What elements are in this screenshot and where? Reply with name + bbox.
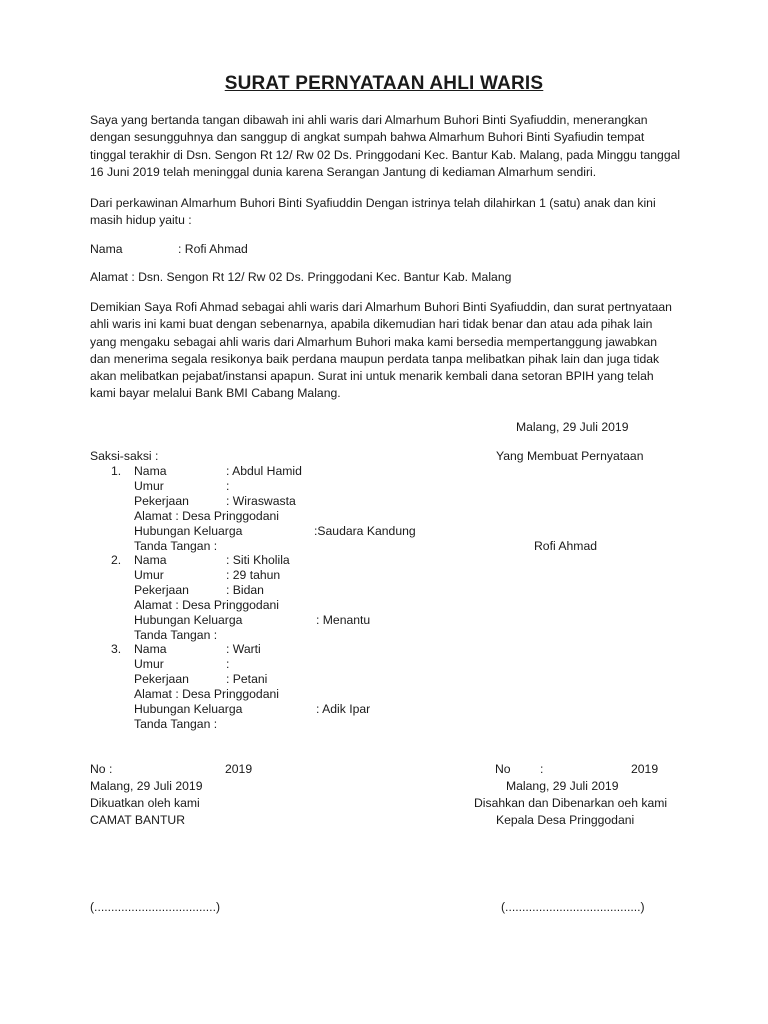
witness-pekerjaan-value: : Wiraswasta [226, 494, 296, 508]
witness-nama-label: Nama [134, 553, 167, 567]
witness-number: 3. [111, 642, 122, 656]
witness-umur-value: : [226, 479, 230, 493]
witness-hubungan-value: :Saudara Kandung [314, 524, 416, 538]
witness-pekerjaan-label: Pekerjaan [134, 583, 189, 597]
marriage-line: masih hidup yaitu : [90, 213, 192, 228]
marriage-paragraph [90, 195, 700, 230]
witness-hubungan-label: Hubungan Keluarga [134, 702, 243, 716]
statement-line: kami bayar melalui Bank BMI Cabang Malang. [90, 386, 341, 401]
heir-address: Alamat : Dsn. Sengon Rt 12/ Rw 02 Ds. Pringgodani Kec. Bantur Kab. Malang [90, 270, 512, 284]
statement-line: ahli waris ini kami buat dengan sebenarnya, apabila dikemudian hari tidak benar dan atau ada pihak lain [90, 317, 653, 332]
witness-ttd-label: Tanda Tangan : [134, 539, 218, 553]
right-date: Malang, 29 Juli 2019 [506, 779, 619, 793]
witness-alamat: Alamat : Desa Pringgodani [134, 687, 279, 701]
heir-name-value: : Rofi Ahmad [178, 242, 248, 256]
place-date: Malang, 29 Juli 2019 [516, 420, 629, 434]
heir-name-label: Nama [90, 242, 123, 256]
intro-line: tinggal terakhir di Dsn. Sengon Rt 12/ Rw 02 Ds. Pringgodani Kec. Bantur Kab. Malang, pada Minggu tanggal [90, 147, 681, 162]
maker-heading: Yang Membuat Pernyataan [496, 449, 644, 463]
witness-pekerjaan-value: : Bidan [226, 583, 264, 597]
witness-ttd-label: Tanda Tangan : [134, 717, 218, 731]
statement-line: akan melibatkan pejabat/instansi apapun. Surat ini untuk menarik kembali dana setoran BPIH yang telah [90, 369, 654, 384]
left-signature-line: (....................................) [90, 900, 221, 914]
statement-line: dan menerima segala resikonya baik perdana maupun perdata tanpa melibatkan pihak lain dan juga tidak [90, 351, 660, 366]
witness-hubungan-label: Hubungan Keluarga [134, 524, 243, 538]
document-title: SURAT PERNYATAAN AHLI WARIS [224, 73, 544, 94]
right-official: Kepala Desa Pringgodani [496, 813, 635, 827]
witness-ttd-label: Tanda Tangan : [134, 628, 218, 642]
witness-nama-label: Nama [134, 464, 167, 478]
witness-nama-value: : Warti [226, 642, 261, 656]
witness-number: 2. [111, 553, 122, 567]
left-official: CAMAT BANTUR [90, 813, 186, 827]
intro-line: Saya yang bertanda tangan dibawah ini ahli waris dari Almarhum Buhori Binti Syafiuddin, menerangkan [90, 113, 648, 127]
left-no-label: No : [90, 762, 113, 776]
witness-umur-value: : [226, 657, 230, 671]
witness-pekerjaan-value: : Petani [226, 672, 268, 686]
witness-umur-label: Umur [134, 479, 164, 493]
left-no-year: 2019 [225, 762, 253, 776]
statement-line: Demikian Saya Rofi Ahmad sebagai ahli waris dari Almarhum Buhori Binti Syafiuddin, dan surat pertnyataan [90, 300, 672, 314]
right-confirmed-by: Disahkan dan Dibenarkan oeh kami [474, 796, 668, 810]
witness-alamat: Alamat : Desa Pringgodani [134, 598, 279, 612]
left-date: Malang, 29 Juli 2019 [90, 779, 203, 793]
right-no-colon: : [540, 762, 544, 776]
maker-name: Rofi Ahmad [534, 539, 598, 553]
witnesses-heading: Saksi-saksi : [90, 449, 159, 463]
witness-pekerjaan-label: Pekerjaan [134, 494, 189, 508]
witness-nama-label: Nama [134, 642, 167, 656]
right-signature-line: (........................................) [501, 900, 645, 914]
left-confirmed-by: Dikuatkan oleh kami [90, 796, 200, 810]
intro-paragraph [90, 112, 700, 181]
statement-paragraph [90, 299, 700, 403]
right-no-label: No [495, 762, 511, 776]
intro-line: 16 Juni 2019 telah meninggal dunia karena Serangan Jantung di kediaman Almarhum sendiri. [90, 164, 597, 179]
witness-umur-value: : 29 tahun [226, 568, 281, 582]
witness-nama-value: : Abdul Hamid [226, 464, 302, 478]
witness-alamat: Alamat : Desa Pringgodani [134, 509, 279, 523]
witness-pekerjaan-label: Pekerjaan [134, 672, 189, 686]
right-no-year: 2019 [631, 762, 659, 776]
intro-line: dengan sesungguhnya dan sanggup di angkat sumpah bahwa Almarhum Buhori Binti Syafiudin tempat [90, 130, 645, 145]
witness-umur-label: Umur [134, 657, 164, 671]
witness-number: 1. [111, 464, 122, 478]
witness-umur-label: Umur [134, 568, 164, 582]
witness-nama-value: : Siti Kholila [226, 553, 290, 567]
marriage-line: Dari perkawinan Almarhum Buhori Binti Syafiuddin Dengan istrinya telah dilahirkan 1 (satu) anak dan kini [90, 196, 656, 210]
witness-hubungan-value: : Menantu [316, 613, 371, 627]
witness-hubungan-value: : Adik Ipar [316, 702, 371, 716]
witness-hubungan-label: Hubungan Keluarga [134, 613, 243, 627]
statement-line: yang mengaku sebagai ahli waris dari Almarhum Buhori maka kami bersedia mempertanggung jawabkan [90, 334, 658, 349]
